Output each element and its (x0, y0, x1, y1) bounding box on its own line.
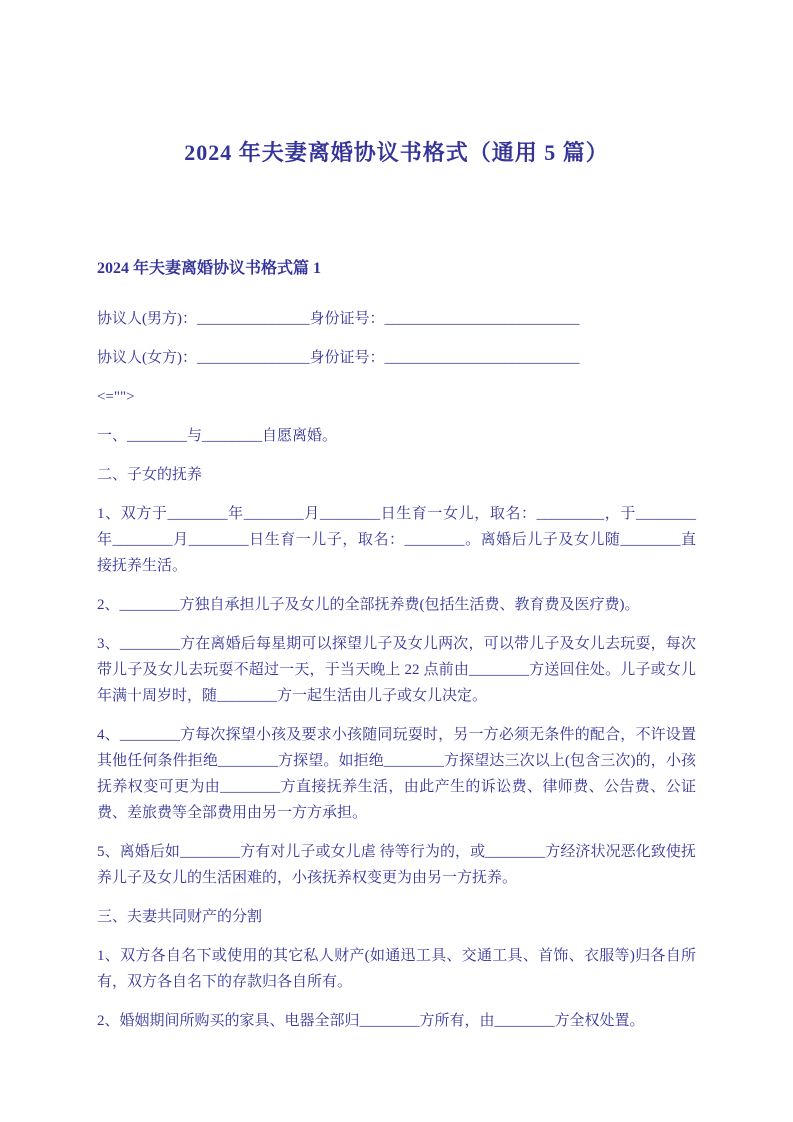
paragraph-section-children: 二、子女的抚养 (97, 467, 203, 483)
paragraph-children-item-3: 3、________方在离婚后每星期可以探望儿子及女儿两次，可以带儿子及女儿去玩耍，每次带儿子及女儿去玩耍不超过一天，于当天晚上 22 点前由________方送回住处。儿子或女儿年满十周岁时，随________方一起生活由儿子或女儿决定。 (97, 636, 696, 704)
paragraph-party-male: 协议人(男方)：_______________身份证号：__________________________ (97, 311, 580, 327)
paragraph-property-item-1: 1、双方各自名下或使用的其它私人财产(如通迅工具、交通工具、首饰、衣服等)归各自所有，双方各自名下的存款归各自所有。 (97, 948, 696, 990)
paragraph-children-item-1: 1、双方于________年________月________日生育一女儿，取名：_________，于________年________月________日生育一儿子，取名：________。离婚后儿子及女儿随________直接抚养生活。 (97, 506, 696, 574)
paragraph-children-item-4: 4、________方每次探望小孩及要求小孩随同玩耍时，另一方必须无条件的配合，不许设置其他任何条件拒绝________方探望。如拒绝________方探望达三次以上(包含三次)的，小孩抚养权变可更为由________方直接抚养生活，由此产生的诉讼费、律师费、公告费、公证费、差旅费等全部费用由另一方方承担。 (97, 727, 696, 821)
document-body (97, 306, 696, 1034)
paragraph-clause-divorce: 一、________与________自愿离婚。 (97, 428, 338, 444)
paragraph-section-property: 三、夫妻共同财产的分割 (97, 909, 263, 925)
paragraph-property-item-2: 2、婚姻期间所购买的家具、电器全部归________方所有，由________方全权处置。 (97, 1013, 645, 1029)
page-title: 2024 年夫妻离婚协议书格式（通用 5 篇） (184, 140, 609, 165)
paragraph-artifact-text: <=""> (97, 389, 135, 405)
section-heading: 2024 年夫妻离婚协议书格式篇 1 (97, 260, 322, 277)
paragraph-party-female: 协议人(女方)：_______________身份证号：__________________________ (97, 350, 580, 366)
paragraph-children-item-5: 5、离婚后如________方有对儿子或女儿虐 待等行为的，或________方经济状况恶化致使抚养儿子及女儿的生活困难的，小孩抚养权变更为由另一方抚养。 (97, 844, 696, 886)
paragraph-children-item-2: 2、________方独自承担儿子及女儿的全部抚养费(包括生活费、教育费及医疗费)。 (97, 597, 640, 613)
